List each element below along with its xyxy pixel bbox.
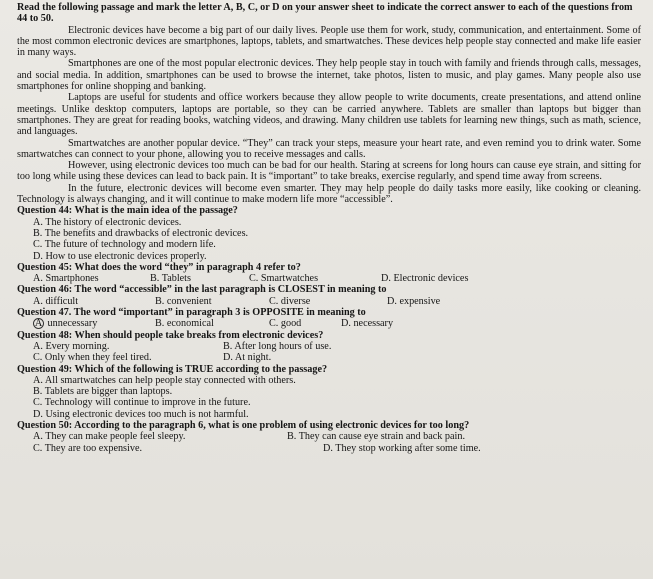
passage-paragraph-1: Electronic devices have become a big part of our daily lives. People use them for work, study, communication, and entertainment. Some of the most common electronic devices are smartphones, laptops, tablets, and smartwatches. These devices help people stay connected and make life easier in many ways. <box>17 24 641 59</box>
question-49-option-d[interactable]: D. Using electronic devices too much is not harmful. <box>33 408 249 420</box>
question-45-option-c[interactable]: C. Smartwatches <box>249 273 319 285</box>
question-46 <box>17 284 641 307</box>
question-46-option-b[interactable]: B. convenient <box>155 295 212 307</box>
instruction-text: Read the following passage and mark the letter A, B, C, or D on your answer sheet to indicate the correct answer to each of the questions from 44 to 50. <box>17 2 633 25</box>
passage-paragraph-5: However, using electronic devices too much can be bad for our health. Staring at screens for long hours can cause eye strain, and sitting for too long while using these devices can lead to back pain. It is “important” to take breaks, exercise regularly, and spend time away from screens. <box>17 160 641 183</box>
question-44-option-c[interactable]: C. The future of technology and modern life. <box>33 239 216 251</box>
question-50-option-b[interactable]: B. They can cause eye strain and back pain. <box>287 431 466 443</box>
question-50-options <box>17 431 641 454</box>
question-48-stem: Question 48: When should people take breaks from electronic devices? <box>17 329 324 341</box>
question-47-option-b[interactable]: B. economical <box>155 318 214 330</box>
question-50-option-a[interactable]: A. They can make people feel sleepy. <box>33 431 186 443</box>
question-47 <box>17 307 641 330</box>
question-45 <box>17 262 641 285</box>
question-47-option-a[interactable] <box>33 318 155 329</box>
question-48 <box>17 330 641 364</box>
question-44-option-a[interactable]: A. The history of electronic devices. <box>33 216 182 228</box>
question-48-option-d[interactable]: D. At night. <box>223 352 272 364</box>
passage-paragraph-4: Smartwatches are another popular device. “They” can track your steps, measure your heart rate, and even remind you to drink water. Some smartwatches can connect to your phone, allowing you to receive messages and calls. <box>17 137 641 160</box>
question-49-option-c[interactable]: C. Technology will continue to improve in the future. <box>33 397 251 409</box>
question-45-option-b[interactable]: B. Tablets <box>150 273 191 285</box>
question-47-option-a-text: unnecessary <box>47 318 98 330</box>
passage-paragraph-2: Smartphones are one of the most popular electronic devices. They help people stay in touch with family and friends through calls, messages, and social media. In addition, smartphones can be used to browse the internet, take photos, listen to music, and play games. Many people also use smartphones for online shopping and banking. <box>17 58 641 93</box>
circled-answer-mark: A <box>34 318 43 330</box>
question-50-stem: Question 50: According to the paragraph 6, what is one problem of using electronic devices for too long? <box>17 419 470 431</box>
question-50-option-d[interactable]: D. They stop working after some time. <box>323 442 481 454</box>
question-48-options <box>17 341 641 364</box>
question-46-option-a[interactable]: A. difficult <box>33 295 79 307</box>
question-45-option-d[interactable]: D. Electronic devices <box>381 273 469 285</box>
question-48-option-b[interactable]: B. After long hours of use. <box>223 340 332 352</box>
question-49-stem: Question 49: Which of the following is TRUE according to the passage? <box>17 363 328 375</box>
passage <box>17 25 641 206</box>
question-45-options <box>17 273 641 284</box>
question-47-option-c[interactable]: C. good <box>269 318 302 330</box>
question-48-option-a[interactable]: A. Every morning. <box>33 340 110 352</box>
question-44-stem: Question 44: What is the main idea of the passage? <box>17 205 238 217</box>
question-46-option-c[interactable]: C. diverse <box>269 295 311 307</box>
question-46-options <box>17 296 641 307</box>
question-49-option-a[interactable]: A. All smartwatches can help people stay connected with others. <box>33 374 296 386</box>
question-48-option-c[interactable]: C. Only when they feel tired. <box>33 352 152 364</box>
instruction-line-1 <box>17 2 641 25</box>
question-44-option-d[interactable]: D. How to use electronic devices properly. <box>33 250 207 262</box>
question-44 <box>17 205 641 261</box>
question-50-option-c[interactable]: C. They are too expensive. <box>33 442 143 454</box>
question-45-option-a[interactable]: A. Smartphones <box>33 273 99 285</box>
question-44-option-b[interactable]: B. The benefits and drawbacks of electronic devices. <box>33 227 249 239</box>
question-47-options <box>17 318 641 329</box>
question-50 <box>17 420 641 454</box>
question-49-option-b[interactable]: B. Tablets are bigger than laptops. <box>33 386 173 398</box>
question-46-option-d[interactable]: D. expensive <box>387 295 441 307</box>
question-47-option-d[interactable]: D. necessary <box>341 318 394 330</box>
question-45-stem: Question 45: What does the word “they” in paragraph 4 refer to? <box>17 261 301 273</box>
passage-paragraph-6: In the future, electronic devices will become even smarter. They may help people do daily tasks more easily, like cooking or cleaning. Technology is always changing, and it will continue to make modern life more “accessible”. <box>17 182 641 206</box>
question-47-stem: Question 47. The word “important” in paragraph 3 is OPPOSITE in meaning to <box>17 307 366 319</box>
passage-paragraph-3: Laptops are useful for students and office workers because they allow people to write documents, create presentations, and attend online meetings. Unlike desktop computers, laptops are portable, so they can be carried anywhere. Tablets are smaller than laptops but bigger than smartphones. They are great for reading books, watching videos, and drawing. Many children use tablets for learning new things, such as math, science, and languages. <box>17 92 641 138</box>
question-49 <box>17 364 641 420</box>
question-46-stem: Question 46: The word “accessible” in the last paragraph is CLOSEST in meaning to <box>17 284 387 296</box>
